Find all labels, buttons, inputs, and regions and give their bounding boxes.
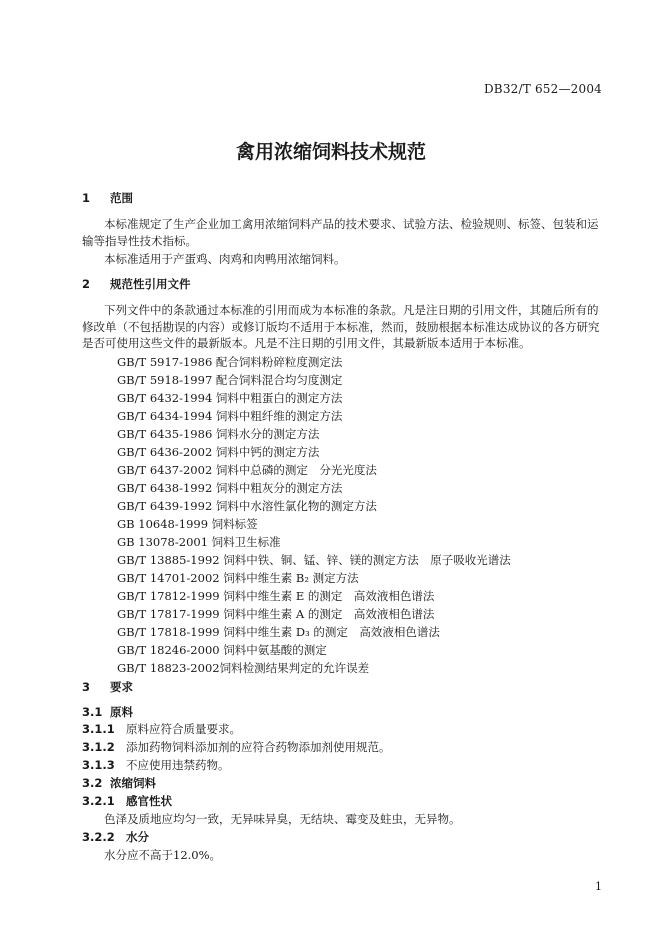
reference-item: GB/T 17812-1999 饲料中维生素 E 的测定 高效液相色谱法 — [117, 589, 435, 603]
clause-3-1-1 — [82, 721, 241, 737]
reference-item: GB/T 6439-1992 饲料中水溶性氯化物的测定方法 — [117, 499, 377, 513]
section-3-heading — [82, 679, 133, 695]
text-line: 输等指导性技术指标。 — [82, 233, 197, 248]
reference-item: GB/T 18246-2000 饲料中氨基酸的测定 — [117, 643, 327, 657]
clause-3-2-2-heading — [82, 829, 149, 845]
clause-text: 原料应符合质量要求。 — [126, 722, 241, 736]
text-line: 本标准规定了生产企业加工禽用浓缩饲料产品的技术要求、试验方法、检验规则、标签、包装和运 — [104, 217, 599, 231]
section-3-1-heading — [82, 704, 133, 720]
clause-3-2-1-heading — [82, 793, 172, 809]
reference-item: GB/T 18823-2002饲料检测结果判定的允许误差 — [117, 661, 370, 675]
section-title: 范围 — [110, 191, 133, 205]
clause-title: 感官性状 — [126, 794, 172, 808]
document-code: DB32/T 652—2004 — [483, 82, 602, 96]
reference-item: GB 10648-1999 饲料标签 — [117, 517, 258, 531]
clause-number: 3.2.2 — [82, 830, 115, 844]
reference-item: GB/T 13885-1992 饲料中铁、铜、锰、锌、镁的测定方法 原子吸收光谱法 — [117, 553, 511, 567]
section-1-paragraph-2 — [82, 251, 606, 268]
reference-item: GB/T 14701-2002 饲料中维生素 B₂ 测定方法 — [117, 571, 359, 585]
text-line: 修改单（不包括勘误的内容）或修订版均不适用于本标准，然而，鼓励根据本标准达成协议的各方研究 — [82, 319, 600, 334]
reference-item: GB 13078-2001 饲料卫生标准 — [117, 535, 281, 549]
clause-3-2-2-text: 水分应不高于12.0%。 — [104, 848, 222, 862]
section-3-2-heading — [82, 775, 156, 791]
section-title: 要求 — [110, 680, 133, 694]
section-1-paragraph-1 — [82, 216, 606, 249]
section-number: 3 — [82, 680, 91, 694]
clause-number: 3.2.1 — [82, 794, 115, 808]
reference-item: GB/T 6437-2002 饲料中总磷的测定 分光光度法 — [117, 463, 377, 477]
reference-item: GB/T 6434-1994 饲料中粗纤维的测定方法 — [117, 409, 343, 423]
section-title: 浓缩饲料 — [110, 776, 156, 790]
clause-number: 3.1.2 — [82, 740, 115, 754]
clause-number: 3.1.1 — [82, 722, 115, 736]
reference-item: GB/T 17817-1999 饲料中维生素 A 的测定 高效液相色谱法 — [117, 607, 435, 621]
clause-number: 3.1.3 — [82, 758, 115, 772]
text-line: 本标准适用于产蛋鸡、肉鸡和肉鸭用浓缩饲料。 — [104, 252, 346, 266]
clause-3-1-3 — [82, 757, 230, 773]
reference-item: GB/T 6436-2002 饲料中钙的测定方法 — [117, 445, 320, 459]
section-number: 1 — [82, 191, 91, 205]
reference-item: GB/T 17818-1999 饲料中维生素 D₃ 的测定 高效液相色谱法 — [117, 625, 440, 639]
reference-item: GB/T 6432-1994 饲料中粗蛋白的测定方法 — [117, 391, 343, 405]
section-title: 原料 — [110, 705, 133, 719]
page-number: 1 — [595, 880, 602, 893]
clause-title: 水分 — [126, 830, 149, 844]
section-number: 3.2 — [82, 776, 103, 790]
reference-item: GB/T 5918-1997 配合饲料混合均匀度测定 — [117, 373, 343, 387]
reference-item: GB/T 6435-1986 饲料水分的测定方法 — [117, 427, 320, 441]
reference-item: GB/T 5917-1986 配合饲料粉碎粒度测定法 — [117, 355, 343, 369]
document-title: 禽用浓缩饲料技术规范 — [235, 141, 426, 163]
clause-3-2-1-text: 色泽及质地应均匀一致，无异味异臭，无结块、霉变及蛀虫，无异物。 — [104, 812, 461, 826]
text-line: 是否可使用这些文件的最新版本。凡是不注日期的引用文件，其最新版本适用于本标准。 — [82, 336, 531, 350]
reference-item: GB/T 6438-1992 饲料中粗灰分的测定方法 — [117, 481, 343, 495]
text-line: 下列文件中的条款通过本标准的引用而成为本标准的条款。凡是注日期的引用文件，其随后所有的 — [104, 303, 599, 317]
section-number: 2 — [82, 277, 91, 291]
section-1-heading — [82, 190, 133, 206]
section-title: 规范性引用文件 — [110, 277, 191, 291]
clause-text: 不应使用违禁药物。 — [126, 758, 230, 772]
clause-3-1-2 — [82, 739, 391, 755]
section-number: 3.1 — [82, 705, 103, 719]
clause-text: 添加药物饲料添加剂的应符合药物添加剂使用规范。 — [126, 740, 391, 754]
section-2-heading — [82, 276, 191, 292]
section-2-paragraph — [82, 302, 606, 352]
